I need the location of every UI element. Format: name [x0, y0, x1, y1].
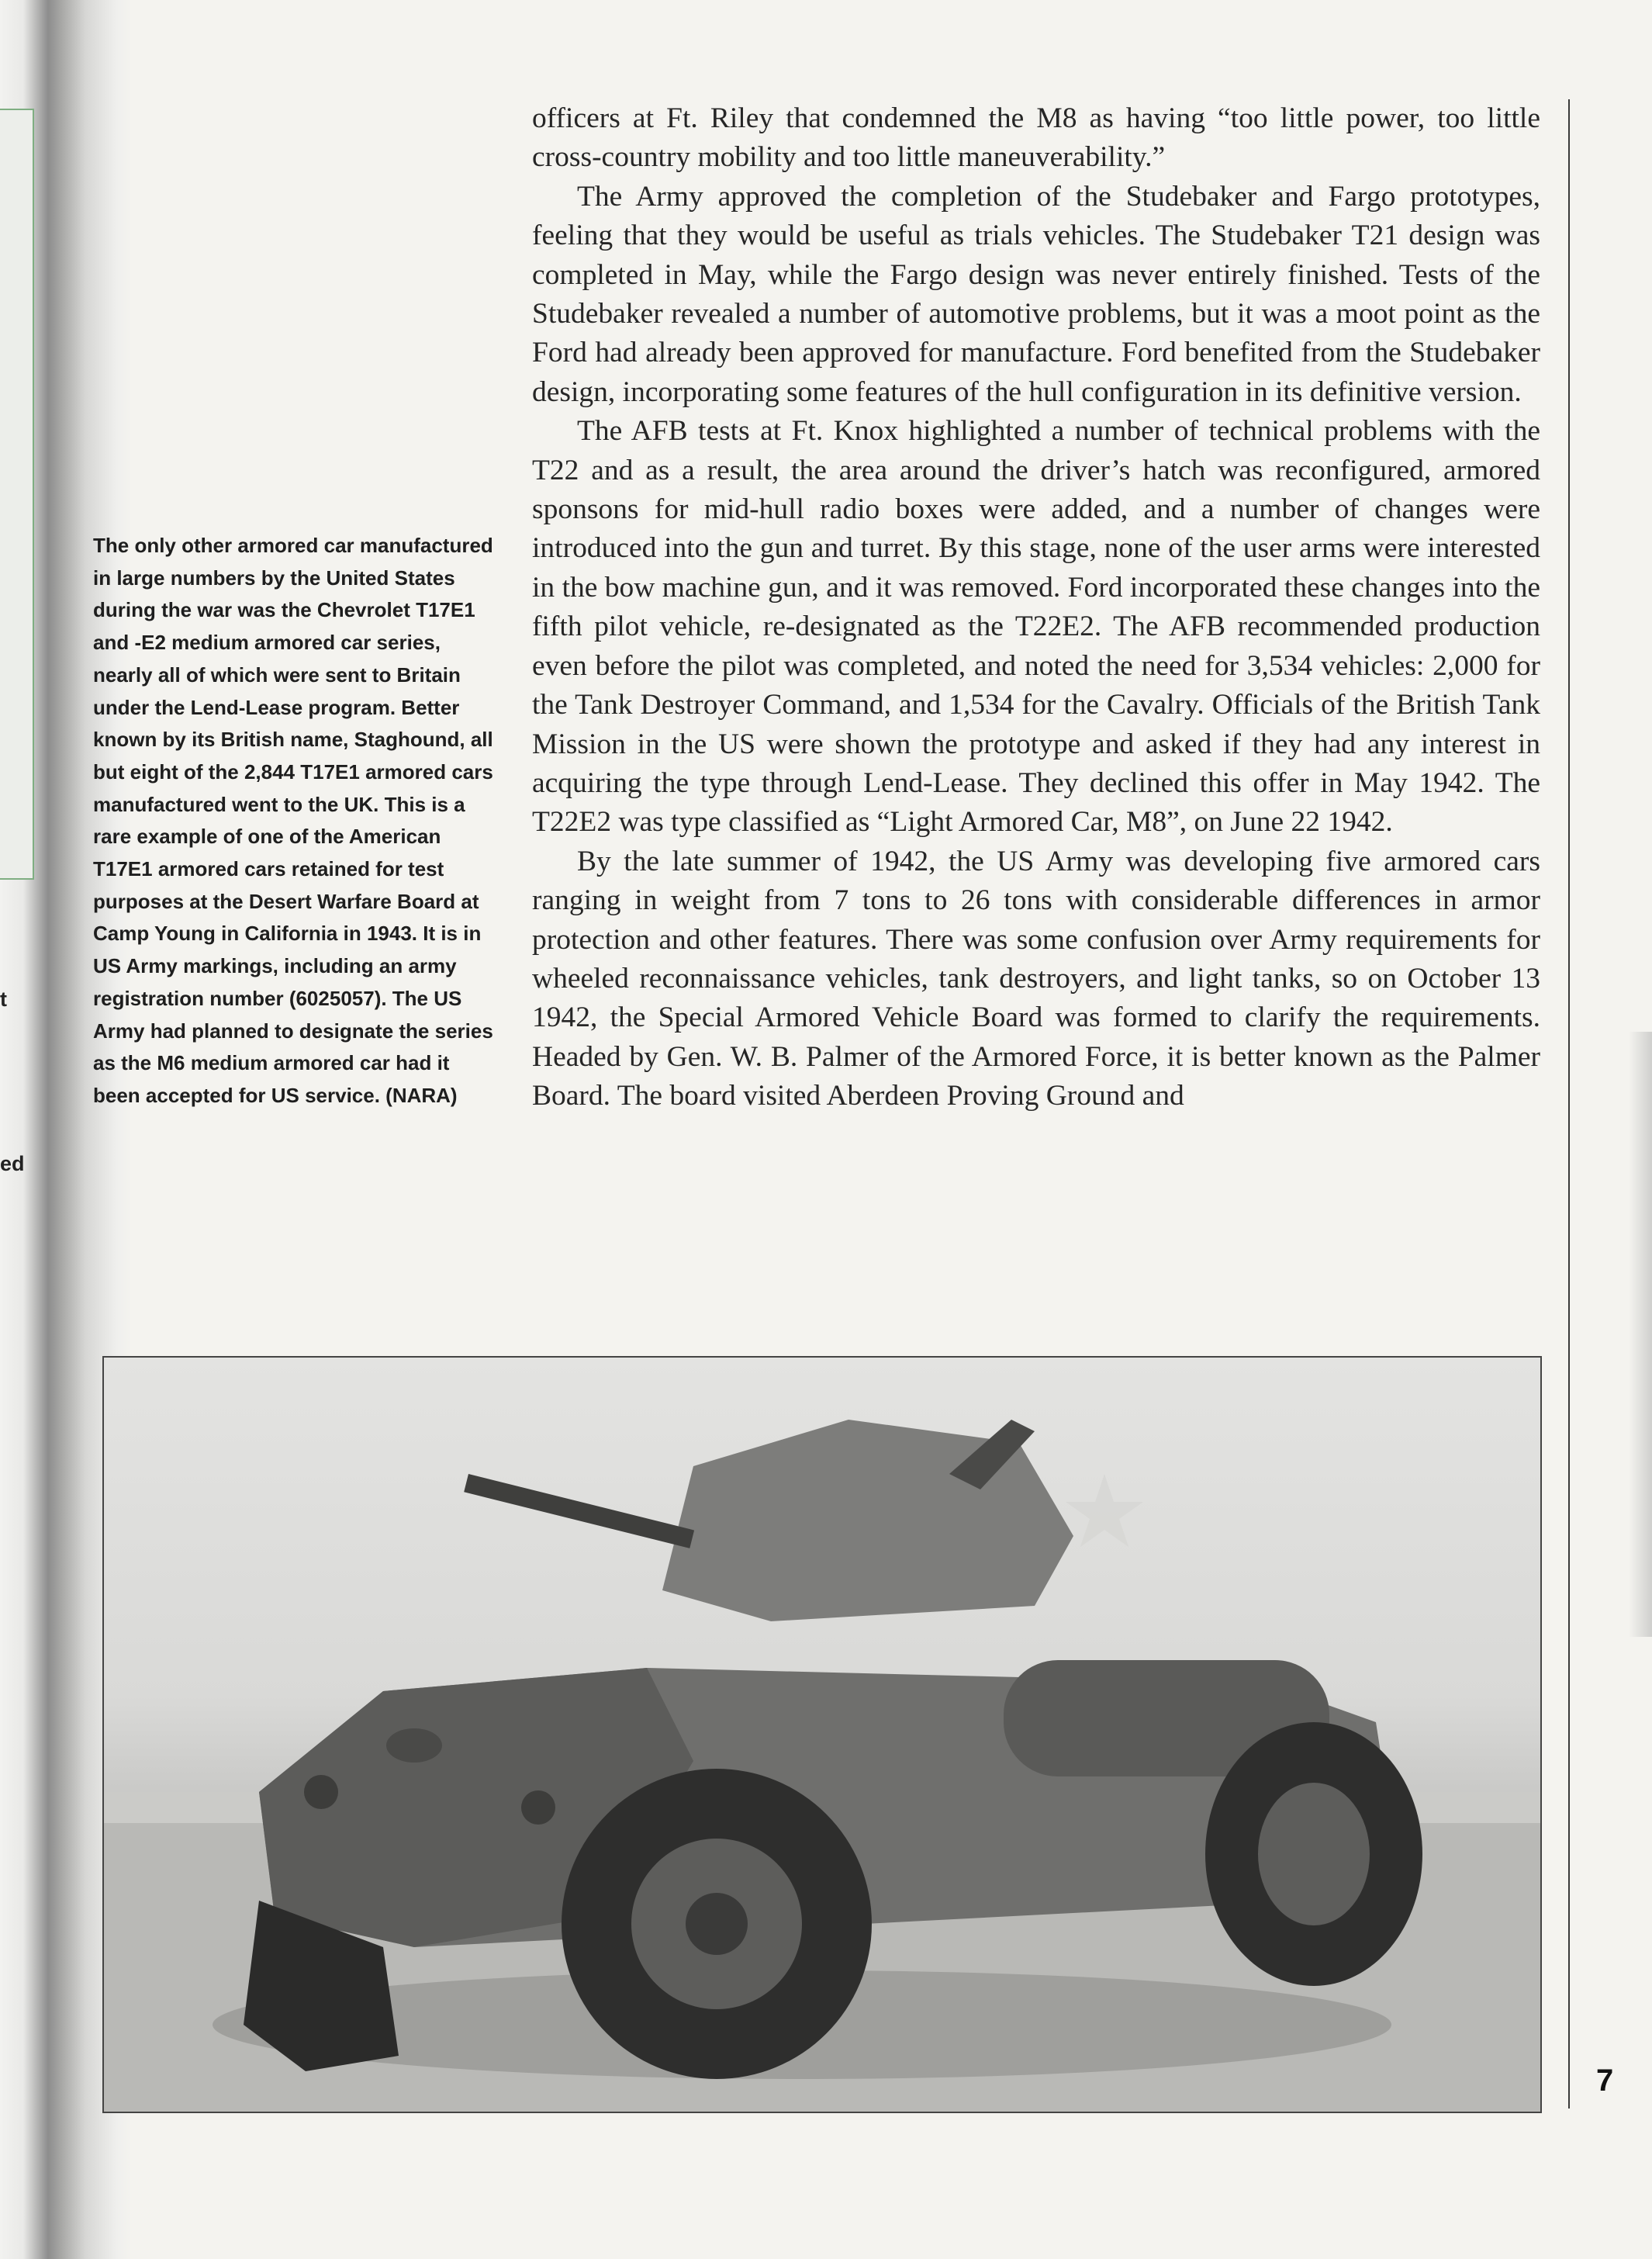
paragraph-1: officers at Ft. Riley that condemned the M8 as having “too little power, too little cross-country mobility and too little maneuverability.”: [532, 102, 1540, 174]
right-tow-shackle: [521, 1790, 555, 1825]
headlight: [386, 1728, 442, 1763]
paragraph-4: By the late summer of 1942, the US Army was developing five armored cars ranging in weight from 7 tons to 26 tons with considerable differences in armor protection and other features. There was some confusion over Army requirements for wheeled reconnaissance vehicles, tank destroyers, and light tanks, so on October 13 1942, the Special Armored Vehicle Board was formed to clarify the requirements. Headed by Gen. W. B. Palmer of the Armored Force, it is better known as the Palmer Board. The board visited Aberdeen Proving Ground and: [532, 845, 1540, 1112]
paragraph-2: The Army approved the completion of the Studebaker and Fargo prototypes, feeling that they would be useful as trials vehicles. The Studebaker T21 design was completed in May, while the Fargo design was never entirely finished. Tests of the Studebaker revealed a number of automotive problems, but it was a moot point as the Ford had already been approved for manufacture. Ford benefited from the Studebaker design, incorporating some features of the hull configuration in its definitive version.: [532, 180, 1540, 408]
main-gun-barrel: [464, 1474, 694, 1548]
page-number: 7: [1596, 2064, 1614, 2098]
white-star-marking: [1066, 1474, 1143, 1547]
staghound-armored-car-illustration: [104, 1358, 1540, 2112]
previous-page-edge: [0, 109, 34, 880]
paragraph-3: The AFB tests at Ft. Knox highlighted a number of technical problems with the T22 and as a result, the area around the driver’s hatch was reconfigured, armored sponsons for mid-hull radio boxes were added, and a number of changes were introduced into the gun and turret. By this stage, none of the user arms were interested in the bow machine gun, and it was removed. Ford incorporated these changes into the fifth pilot vehicle, re-designated as the T22E2. The AFB recommended production even before the pilot was completed, and noted the need for 3,534 vehicles: 2,000 for the Tank Destroyer Command, and 1,534 for the Cavalry. Officials of the British Tank Mission in the US were shown the prototype and asked if they had any interest in acquiring the type through Lend-Lease. They declined this offer in May 1942. The T22E2 was type classified as “Light Armored Car, M8”, on June 22 1942.: [532, 415, 1540, 839]
armored-car-photo: [102, 1356, 1542, 2113]
photo-caption: The only other armored car manufactured in large numbers by the United States during the war was the Chevrolet T17E1 and -E2 medium armored car series, nearly all of which were sent to Britain under the Lend-Lease program. Better known by its British name, Staghound, all but eight of the 2,844 T17E1 armored cars manufactured went to the UK. This is a rare example of one of the American T17E1 armored cars retained for test purposes at the Desert Warfare Board at Camp Young in California in 1943. It is in US Army markings, including an army registration number (6025057). The US Army had planned to designate the series as the M6 medium armored car had it been accepted for US service. (NARA): [93, 534, 493, 1107]
column-rule: [1568, 99, 1570, 2109]
rear-right-hub: [1258, 1783, 1370, 1925]
body-text-column: [532, 99, 1540, 1116]
front-right-hub-center: [686, 1893, 748, 1955]
left-tow-shackle: [304, 1775, 338, 1809]
next-page-shadow: [1629, 1032, 1652, 1637]
previous-page-fragment-1: t: [0, 988, 7, 1011]
previous-page-fragment-2: ed: [0, 1152, 25, 1175]
